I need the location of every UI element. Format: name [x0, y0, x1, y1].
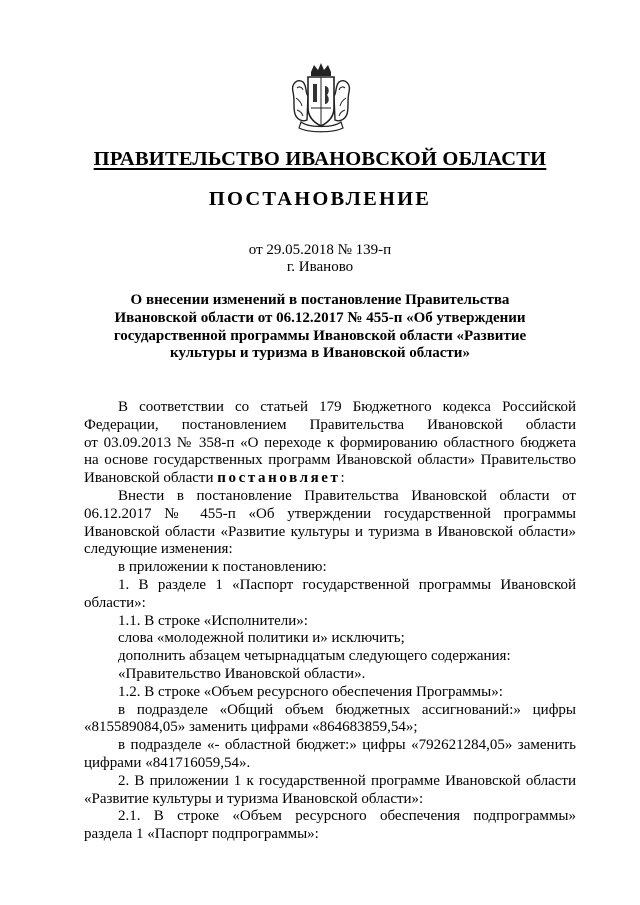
document-body — [84, 399, 576, 844]
title-line: О внесении изменений в постановление Правительства — [130, 292, 510, 308]
body-line: В соответствии со статьей 179 Бюджетного кодекса Российской — [118, 399, 576, 415]
body-line: в приложении к постановлению: — [118, 559, 327, 576]
body-line: 1.2. В строке «Объем ресурсного обеспечения Программы»: — [118, 683, 503, 700]
body-line: области»: — [84, 594, 146, 611]
body-line: в подразделе «Общий объем бюджетных ассигнований:» цифры — [118, 701, 576, 718]
title-line: государственной программы Ивановской области «Развитие — [113, 327, 527, 344]
body-line: от 03.09.2013 № 358-п «О переходе к формированию областного бюджета — [84, 434, 576, 451]
coat-of-arms-icon — [289, 62, 353, 134]
resolution-word: постановляет — [217, 470, 341, 487]
body-text: Ивановской области — [84, 470, 214, 487]
city: г. Иваново — [286, 259, 354, 275]
body-line: Внести в постановление Правительства Ивановской области от — [118, 487, 576, 504]
date-and-number: от 29.05.2018 № 139-п — [248, 242, 392, 258]
document-title — [110, 292, 530, 363]
organization-name: ПРАВИТЕЛЬСТВО ИВАНОВСКОЙ ОБЛАСТИ — [93, 148, 547, 170]
document-type: ПОСТАНОВЛЕНИЕ — [208, 188, 432, 210]
body-line: Федерации, постановлением Правительства Ивановской области — [84, 416, 576, 433]
body-line: 2. В приложении 1 к государственной программе Ивановской области — [118, 772, 576, 789]
body-text: : — [340, 470, 345, 487]
body-line — [84, 470, 576, 488]
title-line: Ивановской области от 06.12.2017 № 455-п «Об утверждении — [114, 309, 526, 326]
body-line: на основе государственных программ Ивановской области» Правительство — [84, 452, 576, 469]
body-line: «Развитие культуры и туризма Ивановской области»: — [84, 790, 424, 807]
body-line: раздела 1 «Паспорт подпрограммы»: — [84, 826, 319, 843]
title-line: культуры и туризма в Ивановской области» — [170, 345, 470, 362]
date-number-block — [0, 242, 640, 276]
body-line: Ивановской области «Развитие культуры и туризма в Ивановской области» — [84, 523, 576, 540]
body-line: дополнить абзацем четырнадцатым следующего содержания: — [118, 648, 511, 665]
body-line: «Правительство Ивановской области». — [118, 665, 366, 682]
body-line: следующие изменения: — [84, 541, 233, 558]
body-line: «815589084,05» заменить цифрами «864683859,54»; — [84, 719, 418, 736]
body-line: 1.1. В строке «Исполнители»: — [118, 612, 308, 629]
body-line: в подразделе «- областной бюджет:» цифры «792621284,05» заменить — [118, 737, 576, 754]
body-line: слова «молодежной политики и» исключить; — [118, 630, 405, 647]
body-line: цифрами «841716059,54». — [84, 754, 251, 771]
body-line: 06.12.2017 № 455-п «Об утверждении государственной программы — [84, 505, 576, 522]
body-line: 2.1. В строке «Объем ресурсного обеспечения подпрограммы» — [118, 808, 576, 825]
body-line: 1. В разделе 1 «Паспорт государственной программы Ивановской — [118, 576, 576, 593]
